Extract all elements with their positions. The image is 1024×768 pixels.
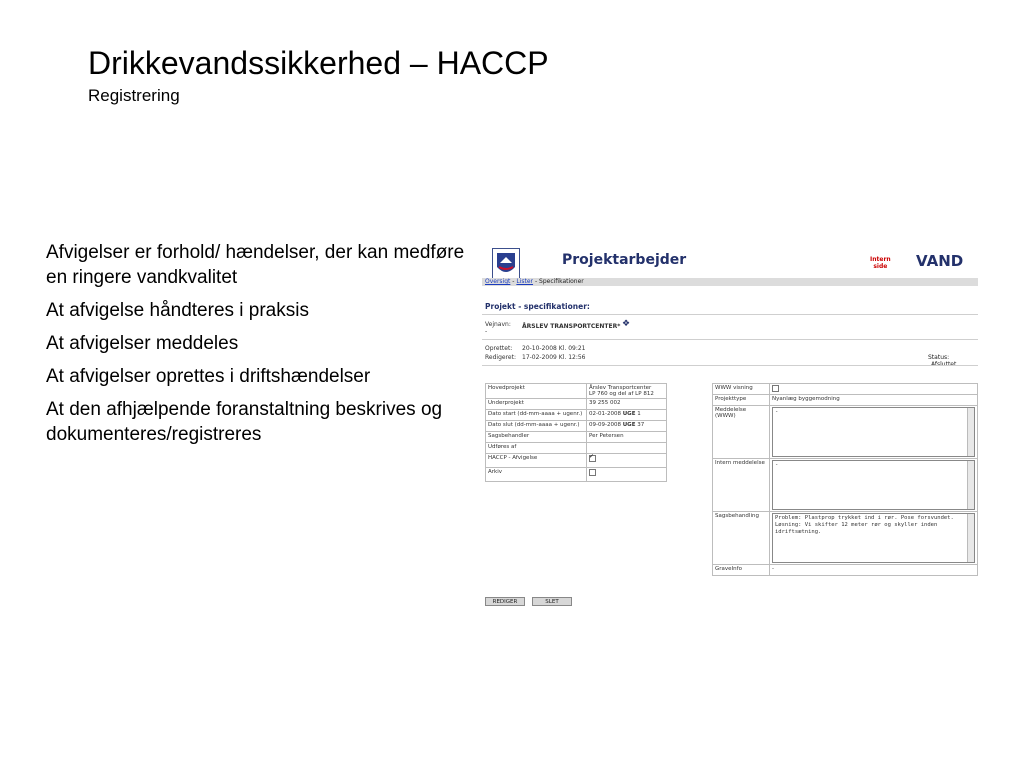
table-row <box>486 468 667 482</box>
table-row <box>486 421 667 432</box>
dato-slut-date: 09-09-2008 <box>589 422 621 428</box>
vejnavn-label: Vejnavn: <box>485 321 511 328</box>
sagsbehandler-label: Sagsbehandler <box>486 432 587 443</box>
vejnavn-dash: - <box>485 328 488 335</box>
breadcrumb-current: Specifikationer <box>539 278 584 285</box>
sagsbehandler-value: Per Petersen <box>587 432 667 443</box>
haccp-cell <box>587 454 667 468</box>
uge-label: UGE <box>622 411 636 417</box>
sagsbehandling-textarea[interactable] <box>772 513 975 563</box>
haccp-label: HACCP - Afvigelse <box>486 454 587 468</box>
table-row <box>486 410 667 421</box>
hovedprojekt-label: Hovedprojekt <box>486 384 587 399</box>
bullet-item: At afvigelser oprettes i driftshændelser <box>46 366 371 387</box>
redigeret-value: 17-02-2009 Kl. 12:56 <box>522 354 586 361</box>
project-info-table <box>712 383 978 576</box>
hovedprojekt-value <box>587 384 667 399</box>
divider <box>482 339 978 340</box>
arkiv-checkbox[interactable] <box>589 469 596 476</box>
breadcrumb-sep: - <box>510 278 517 285</box>
bullet-item: At afvigelser meddeles <box>46 333 239 354</box>
project-details-table <box>485 383 667 482</box>
table-row <box>713 565 978 576</box>
side-label: side <box>873 263 888 270</box>
slide-subtitle: Registrering <box>88 86 180 105</box>
haccp-checkbox[interactable] <box>589 455 596 462</box>
dato-slut-value <box>587 421 667 432</box>
map-link-icon[interactable]: ❖ <box>622 319 631 329</box>
scrollbar[interactable] <box>967 461 974 509</box>
table-row <box>713 459 978 512</box>
intern-meddelelse-text: - <box>775 462 779 468</box>
www-label: WWW visning <box>713 384 770 395</box>
table-row <box>486 384 667 399</box>
intern-meddelelse-label: Intern meddelelse <box>713 459 770 512</box>
udfores-value <box>587 443 667 454</box>
graveinfo-label: GraveInfo <box>713 565 770 576</box>
table-row <box>713 406 978 459</box>
intern-side-link[interactable] <box>870 256 891 270</box>
meddelelse-textarea[interactable] <box>772 407 975 457</box>
divider <box>482 314 978 315</box>
bullet-item: At afvigelse håndteres i praksis <box>46 300 309 321</box>
www-checkbox[interactable] <box>772 385 779 392</box>
uge-label: UGE <box>622 422 636 428</box>
rediger-button[interactable]: REDIGER <box>485 597 525 606</box>
scrollbar[interactable] <box>967 514 974 562</box>
sagsbehandling-cell <box>770 512 978 565</box>
intern-label: Intern <box>870 256 891 263</box>
sagsbehandling-text: Problem: Plastprop trykket ind i rør. Pose forsvundet. Løsning: Vi skifter 12 meter rør og skyller inden idriftsætning. <box>775 515 954 535</box>
slet-button[interactable]: SLET <box>532 597 572 606</box>
graveinfo-value: - <box>770 565 978 576</box>
projekttype-label: Projekttype <box>713 395 770 406</box>
breadcrumb-oversigt[interactable]: Oversigt <box>485 278 511 285</box>
coat-of-arms-logo <box>492 248 520 280</box>
dato-slut-label: Dato slut (dd-mm-aaaa + ugenr.) <box>486 421 587 432</box>
table-row <box>713 395 978 406</box>
udfores-label: Udføres af <box>486 443 587 454</box>
table-row <box>713 512 978 565</box>
dato-start-week: 1 <box>637 411 641 417</box>
divider <box>482 365 978 366</box>
projekttype-value: Nyanlæg byggemodning <box>770 395 978 406</box>
app-screenshot <box>482 244 978 614</box>
dato-start-value <box>587 410 667 421</box>
dato-start-date: 02-01-2008 <box>589 411 621 417</box>
oprettet-value: 20-10-2008 Kl. 09:21 <box>522 345 586 352</box>
breadcrumb-lister[interactable]: Lister <box>516 278 534 285</box>
hovedprojekt-line: LP 760 og del af LP 812 <box>589 391 654 397</box>
oprettet-label: Oprettet: <box>485 345 513 352</box>
underprojekt-value: 39 255 002 <box>587 399 667 410</box>
arkiv-cell <box>587 468 667 482</box>
www-cell <box>770 384 978 395</box>
meddelelse-cell <box>770 406 978 459</box>
app-title: Projektarbejder <box>562 252 687 268</box>
dato-slut-week: 37 <box>637 422 645 428</box>
bullet-item: Afvigelser er forhold/ hændelser, der kan medføre en ringere vandkvalitet <box>46 242 465 288</box>
table-row <box>486 399 667 410</box>
sagsbehandling-label: Sagsbehandling <box>713 512 770 565</box>
app-header <box>482 244 978 280</box>
table-row <box>486 432 667 443</box>
meddelelse-text: - <box>775 409 779 415</box>
intern-meddelelse-cell <box>770 459 978 512</box>
status-label: Status: <box>928 354 950 361</box>
scrollbar[interactable] <box>967 408 974 456</box>
bullet-list <box>46 240 466 455</box>
vejnavn-value: ÅRSLEV TRANSPORTCENTER* <box>522 323 621 330</box>
meddelelse-label: Meddelelse (WWW) <box>713 406 770 459</box>
redigeret-label: Redigeret: <box>485 354 516 361</box>
brand-vand: VAND <box>916 252 964 270</box>
hovedprojekt-line: Årslev Transportcenter <box>589 385 652 391</box>
bullet-item: At den afhjælpende foranstaltning beskrives og dokumenteres/registreres <box>46 399 443 445</box>
dato-start-label: Dato start (dd-mm-aaaa + ugenr.) <box>486 410 587 421</box>
breadcrumb-sep: - <box>533 278 540 285</box>
section-title: Projekt - specifikationer: <box>485 302 590 311</box>
underprojekt-label: Underprojekt <box>486 399 587 410</box>
intern-meddelelse-textarea[interactable] <box>772 460 975 510</box>
table-row <box>486 443 667 454</box>
table-row <box>713 384 978 395</box>
arkiv-label: Arkiv <box>486 468 587 482</box>
breadcrumb <box>482 278 978 286</box>
slide-title: Drikkevandssikkerhed – HACCP <box>88 45 549 81</box>
table-row <box>486 454 667 468</box>
